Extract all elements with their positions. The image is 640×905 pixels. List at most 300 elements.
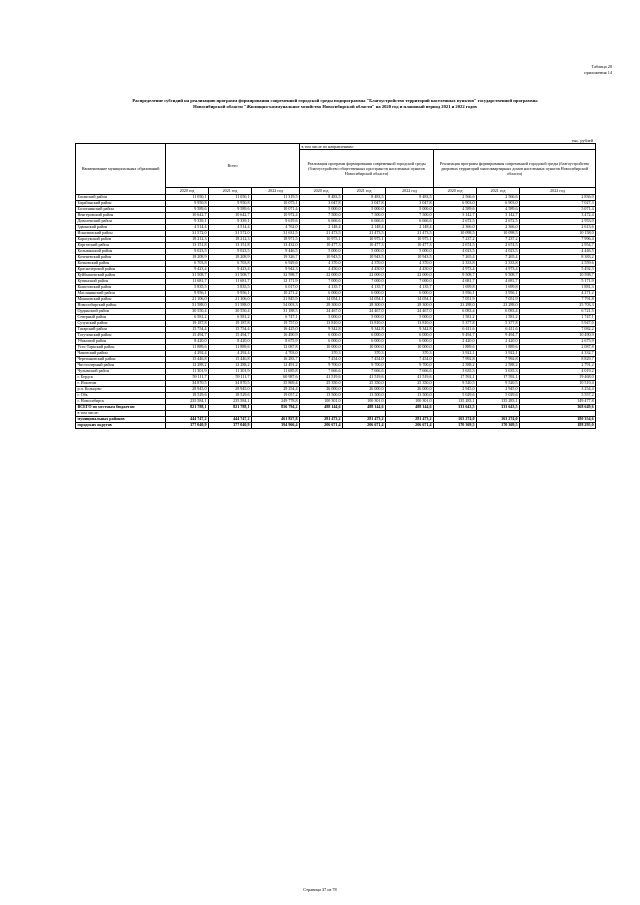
value-cell: 9 700,0 [386,362,434,368]
value-cell: 19 187,8 [209,320,252,326]
row-name-cell: муниципальных районов [76,416,166,422]
value-cell: 4 450,0 [343,266,386,272]
value-cell: 28 300,0 [343,302,386,308]
row-name-cell: Маслянинский район [76,290,166,296]
value-cell: 7 454,0 [300,356,343,362]
value-cell: 10 071,4 [252,206,300,212]
value-cell: 11 681,7 [209,278,252,284]
row-name-cell: Коченевский район [76,254,166,260]
value-cell: 8 829,7 [520,356,596,362]
value-cell: 16 283,7 [252,356,300,362]
value-cell: 9 956,1 [166,290,209,296]
value-cell: 488 144,6 [343,404,386,410]
value-cell: 9 508,7 [477,272,520,278]
value-cell: 9 342,8 [300,326,343,332]
value-cell: 9 339,1 [166,218,209,224]
value-cell: 333 643,5 [434,404,477,410]
value-cell: 4 023,5 [434,248,477,254]
value-cell: 6 083,4 [477,308,520,314]
value-cell: 13 500,0 [343,392,386,398]
value-cell: 1 581,2 [477,314,520,320]
value-cell: 7 992,8 [434,356,477,362]
value-cell: 9 423,4 [209,266,252,272]
header-year: 2021 год [343,188,386,194]
value-cell: 9 023,5 [166,248,209,254]
value-cell: 235 584,1 [166,398,209,404]
value-cell: 2 953,0 [520,218,596,224]
value-cell: 5 000,0 [386,248,434,254]
value-cell: 4 135,7 [343,284,386,290]
value-cell: 7 666,6 [386,368,434,374]
value-cell: 370,3 [343,350,386,356]
value-cell: 6 666,6 [300,218,343,224]
value-cell: 2 836,0 [520,194,596,200]
row-name-cell: Татарский район [76,326,166,332]
value-cell: 7 265,4 [434,254,477,260]
header-total: Всего [166,144,300,188]
value-cell: 4 703,0 [252,350,300,356]
value-cell: 7 500,0 [386,212,434,218]
value-cell: 10 098,5 [477,230,520,236]
value-cell: 21 106,0 [166,296,209,302]
value-cell: 5 000,0 [300,206,343,212]
row-name-cell: Чановский район [76,350,166,356]
value-cell: 35 869,4 [252,380,300,386]
value-cell: 24 467,0 [386,308,434,314]
value-cell: 9 494,7 [477,332,520,338]
row-name-cell: Усть-Таркский район [76,344,166,350]
row-name-cell: Колыванский район [76,248,166,254]
value-cell: 9 956,1 [209,290,252,296]
value-cell: 13 810,0 [300,320,343,326]
value-cell: 26 000,0 [343,386,386,392]
value-cell: 2 566,6 [477,194,520,200]
value-cell: 10 972,4 [252,212,300,218]
row-name-cell: Северный район [76,314,166,320]
appendix-number: приложения 14 [584,70,612,75]
value-cell: 5 000,0 [300,314,343,320]
header-direction-2: Реализация программ формирования современной городской среды (благоустройство дворовых территорий многоквартирных домов населенных пунктов Новосибирской области) [434,150,596,188]
value-cell: 21 473,5 [386,230,434,236]
value-cell: 8 383,2 [520,254,596,260]
value-cell: 10 642,7 [209,212,252,218]
value-cell: 18 208,9 [209,254,252,260]
value-cell: 10 975,1 [386,236,434,242]
value-cell: 2 333,8 [434,260,477,266]
value-cell: 14 054,1 [386,296,434,302]
table-row [76,422,596,428]
value-cell: 11 681,7 [166,278,209,284]
value-cell: 23 288,0 [477,302,520,308]
value-cell: 9 342,8 [386,326,434,332]
value-cell: 4 135,7 [386,284,434,290]
value-cell: 9 520,5 [477,380,520,386]
row-name-cell: Кыштовский район [76,284,166,290]
header-year: 2021 год [209,188,252,194]
value-cell: 9 950,8 [209,200,252,206]
header-year: 2020 год [300,188,343,194]
value-cell: 31 188,5 [252,308,300,314]
value-cell: 9 494,7 [434,332,477,338]
value-cell: 6 666,6 [386,218,434,224]
value-cell: 24 467,0 [300,308,343,314]
row-name-cell: Чистоозерный район [76,362,166,368]
row-name-cell: Краснозерский район [76,266,166,272]
value-cell: 163 274,0 [434,416,477,422]
value-cell: 6 000,0 [343,338,386,344]
value-cell: 18 971,5 [252,236,300,242]
value-cell: 7 027,3 [520,200,596,206]
value-cell: 1 699,8 [434,284,477,290]
value-cell: 5 377,8 [434,320,477,326]
value-cell: 6 083,4 [434,308,477,314]
value-cell: 281 473,2 [300,416,343,422]
value-cell: 2 675,9 [520,338,596,344]
value-cell: 370,3 [386,350,434,356]
value-cell: 8 420,0 [209,338,252,344]
value-cell: 26 000,0 [300,386,343,392]
value-cell: 6 000,0 [386,290,434,296]
value-cell: 9 023,5 [209,248,252,254]
value-cell: 2 945,0 [434,386,477,392]
value-cell: 2 588,2 [434,362,477,368]
row-name-cell: Болотнинский район [76,206,166,212]
value-cell: 18 208,9 [166,254,209,260]
value-cell: 2 148,4 [343,224,386,230]
value-cell: 9 446,5 [252,248,300,254]
value-cell: 3 635,3 [434,368,477,374]
value-cell: 9 589,6 [209,206,252,212]
value-cell: 3 635,3 [477,368,520,374]
value-cell: 7 000,0 [343,278,386,284]
value-cell: 12 087,8 [252,344,300,350]
value-cell: 10 943,5 [386,254,434,260]
value-cell: 59 111,7 [166,374,209,380]
value-cell: 19 057,2 [252,392,300,398]
value-cell: 10 598,7 [520,272,596,278]
value-cell: 14 054,1 [300,296,343,302]
value-cell: 1 581,2 [434,314,477,320]
value-cell: 23 288,0 [434,302,477,308]
value-cell: 3 922,1 [434,350,477,356]
value-cell: 17 592,1 [477,374,520,380]
value-cell: 22 000,0 [386,272,434,278]
value-cell: 7 996,4 [520,236,596,242]
value-cell: 2 420,0 [434,338,477,344]
value-cell: 3 047,8 [343,200,386,206]
value-cell: 10 000,0 [386,344,434,350]
value-cell: 34 870,5 [166,380,209,386]
header-year: 2022 год [252,188,300,194]
row-name-cell: Барабинский район [76,200,166,206]
value-cell: 2 791,2 [520,362,596,368]
value-cell: 15 446,8 [166,356,209,362]
value-cell: 5 557,2 [520,392,596,398]
value-cell: 10 075,1 [252,200,300,206]
value-cell: 7 051,9 [434,296,477,302]
page-footer: Страница 37 из 78 [303,887,337,892]
value-cell: 7 082,2 [520,326,596,332]
value-cell: 31 572,0 [209,230,252,236]
value-cell: 10 519,4 [520,380,596,386]
value-cell: 9 423,4 [166,266,209,272]
value-cell: 6 703,8 [166,260,209,266]
value-cell: 5 171,9 [520,278,596,284]
value-cell: 5 377,8 [477,320,520,326]
value-cell: 135 283,1 [434,398,477,404]
value-cell: 7 454,0 [343,356,386,362]
value-cell: 7 237,2 [434,236,477,242]
value-cell: 4 450,0 [300,266,343,272]
row-name-cell: р.п. Кольцово [76,386,166,392]
value-cell: 4 589,6 [477,206,520,212]
value-cell: 2 366,0 [434,224,477,230]
row-name-cell: городских округов [76,422,166,428]
value-cell: 13 151,8 [166,242,209,248]
row-name-cell: Новосибирский район [76,302,166,308]
value-cell: 5 000,0 [343,248,386,254]
value-cell: 3 472,4 [520,212,596,218]
table-body [76,194,596,428]
value-cell: 25 350,0 [300,380,343,386]
value-cell: 6 747,1 [252,314,300,320]
value-cell: 6 411,6 [434,326,477,332]
value-cell: 11 301,9 [166,368,209,374]
value-cell: 821 788,1 [166,404,209,410]
value-cell: 333 643,5 [477,404,520,410]
document-title [70,98,600,110]
value-cell: 4 450,0 [386,266,434,272]
value-cell: 19 468,0 [520,374,596,380]
value-cell: 7 000,0 [300,278,343,284]
value-cell: 54 003,3 [252,302,300,308]
including-label: в том числе: [76,410,166,416]
value-cell: 25 350,0 [386,380,434,386]
value-cell: 10 943,5 [300,254,343,260]
value-cell: 188 295,0 [520,422,596,428]
value-cell: 2 148,4 [386,224,434,230]
value-cell: 488 144,6 [300,404,343,410]
value-cell: 11 889,6 [209,344,252,350]
value-cell: 8 483,5 [386,194,434,200]
table-header [76,144,596,195]
value-cell: 6 903,0 [434,200,477,206]
value-cell: 30 550,4 [209,308,252,314]
value-cell: 5 000,0 [343,206,386,212]
value-cell: 5 835,5 [166,284,209,290]
row-name-cell: Куйбышевский район [76,272,166,278]
header-including: в том числе по направлениям: [300,144,596,150]
value-cell: 13 432,0 [252,242,300,248]
value-cell: 29 254,4 [252,386,300,392]
value-cell: 32 598,7 [252,272,300,278]
value-cell: 6 581,2 [209,314,252,320]
value-cell: 9 520,5 [434,380,477,386]
value-cell: 12 288,2 [209,362,252,368]
row-name-cell: Баганский район [76,194,166,200]
value-cell: 6 000,0 [343,332,386,338]
value-cell: 6 000,0 [343,290,386,296]
value-cell: 10 271,2 [252,290,300,296]
value-cell: 2 613,6 [520,224,596,230]
value-cell: 18 212,3 [166,236,209,242]
row-name-cell: Доволенский район [76,218,166,224]
value-cell: 21 106,0 [209,296,252,302]
row-name-cell: Здвинский район [76,224,166,230]
value-cell: 10 975,1 [343,236,386,242]
value-cell: 28 300,0 [300,302,343,308]
value-cell: 488 144,6 [386,404,434,410]
value-cell: 2 559,6 [520,260,596,266]
row-name-cell: Чулымский район [76,368,166,374]
value-cell: 18 529,6 [166,392,209,398]
value-cell: 100 301,0 [343,398,386,404]
value-cell: 249 778,8 [252,398,300,404]
value-cell: 16 490,9 [252,332,300,338]
value-cell: 7 500,0 [300,212,343,218]
value-cell: 856 794,2 [252,404,300,410]
value-cell: 10 098,5 [434,230,477,236]
value-cell: 4 973,4 [477,266,520,272]
table-number: Таблица 20 [591,64,612,69]
row-name-cell: ВСЕГО по местным бюджетам [76,404,166,410]
value-cell: 4 514,4 [209,224,252,230]
value-cell: 12 491,2 [252,362,300,368]
header-year: 2022 год [386,188,434,194]
row-name-cell: Ордынский район [76,308,166,314]
header-direction-1: Реализация программ формирования современной городской среды (благоустройство общественных пространств населенных пунктов Новосибирской области) [300,150,434,188]
value-cell: 11 319,5 [252,194,300,200]
value-cell: 2 674,5 [477,242,520,248]
value-cell: 28 945,0 [209,386,252,392]
value-cell: 6 721,5 [520,308,596,314]
value-cell: 4 681,7 [434,278,477,284]
value-cell: 5 000,0 [386,206,434,212]
value-cell: 6 411,6 [477,326,520,332]
row-name-cell: Карасукский район [76,236,166,242]
value-cell: 31 508,7 [209,272,252,278]
value-cell: 10 000,0 [343,344,386,350]
value-cell: 2 148,4 [300,224,343,230]
value-cell: 461 827,8 [252,416,300,422]
row-name-cell: г. Бердск [76,374,166,380]
value-cell: 281 473,2 [386,416,434,422]
value-cell: 3 047,8 [386,200,434,206]
value-cell: 3 047,8 [300,200,343,206]
value-cell: 7 237,2 [477,236,520,242]
row-name-cell: г. Новосибирск [76,398,166,404]
row-name-cell: Каргатский район [76,242,166,248]
value-cell: 6 703,8 [209,260,252,266]
value-cell: 5 000,0 [386,314,434,320]
value-cell: 6 000,0 [300,332,343,338]
value-cell: 7 666,6 [300,368,343,374]
value-cell: 2 087,8 [520,344,596,350]
row-name-cell: г. Искитим [76,380,166,386]
value-cell: 25 703,3 [520,302,596,308]
value-cell: 4 023,5 [477,248,520,254]
value-cell: 13 810,0 [343,320,386,326]
value-cell: 2 672,5 [434,218,477,224]
value-cell: 7 666,6 [343,368,386,374]
value-cell: 17 592,1 [434,374,477,380]
value-cell: 12 288,2 [166,362,209,368]
value-cell: 9 700,0 [300,362,343,368]
value-cell: 5 071,4 [520,206,596,212]
value-cell: 31 631,5 [252,230,300,236]
value-cell: 1 881,3 [520,284,596,290]
value-cell: 4 370,0 [386,260,434,266]
value-cell: 3 922,1 [477,350,520,356]
header-year: 2020 год [434,188,477,194]
value-cell: 10 490,9 [520,332,596,338]
row-name-cell: Венгеровский район [76,212,166,218]
value-cell: 59 111,7 [209,374,252,380]
value-cell: 4 370,0 [300,260,343,266]
value-cell: 444 747,2 [209,416,252,422]
value-cell: 25 350,0 [343,380,386,386]
value-cell: 13 151,8 [209,242,252,248]
value-cell: 15 754,4 [209,326,252,332]
value-cell: 1 699,8 [477,284,520,290]
value-cell: 3 142,7 [434,212,477,218]
value-cell: 34 870,5 [209,380,252,386]
value-cell: 5 029,6 [477,392,520,398]
value-cell: 15 754,4 [166,326,209,332]
value-cell: 22 000,0 [343,272,386,278]
value-cell: 6 903,0 [477,200,520,206]
value-cell: 135 283,1 [477,398,520,404]
value-cell: 2 945,0 [477,386,520,392]
value-cell: 11 685,8 [252,368,300,374]
title-line-2: Новосибирской области "Жилищно-коммунальное хозяйство Новосибирской области" на 2020 год и плановый период 2021 и 2022 годов [193,104,477,109]
value-cell: 2 954,7 [520,242,596,248]
value-cell: 9 950,8 [166,200,209,206]
value-cell: 15 446,8 [209,356,252,362]
value-cell: 5 000,0 [300,248,343,254]
value-cell: 6 000,0 [386,332,434,338]
value-cell: 149 477,8 [520,398,596,404]
value-cell: 4 762,0 [252,224,300,230]
header-year: 2022 год [520,188,596,194]
value-cell: 10 000,0 [300,344,343,350]
value-cell: 4 681,7 [477,278,520,284]
row-name-cell: Купинский район [76,278,166,284]
value-cell: 100 301,0 [300,398,343,404]
value-cell: 8 483,5 [300,194,343,200]
value-cell: 1 889,6 [477,344,520,350]
value-cell: 11 301,9 [209,368,252,374]
value-cell: 9 339,1 [209,218,252,224]
value-cell: 24 467,0 [343,308,386,314]
value-cell: 21 473,5 [343,230,386,236]
value-cell: 206 671,4 [343,422,386,428]
value-cell: 4 019,2 [520,368,596,374]
value-cell: 6 017,0 [252,284,300,290]
value-cell: 4 271,2 [520,290,596,296]
value-cell: 6 666,6 [343,218,386,224]
value-cell: 9 589,6 [166,206,209,212]
value-cell: 4 332,7 [520,350,596,356]
value-cell: 9 942,3 [252,266,300,272]
value-cell: 51 588,0 [166,302,209,308]
value-cell: 31 508,7 [166,272,209,278]
row-name-cell: г. Обь [76,392,166,398]
value-cell: 2 588,2 [477,362,520,368]
value-cell: 6 581,2 [166,314,209,320]
value-cell: 10 477,3 [343,242,386,248]
value-cell: 444 747,2 [166,416,209,422]
